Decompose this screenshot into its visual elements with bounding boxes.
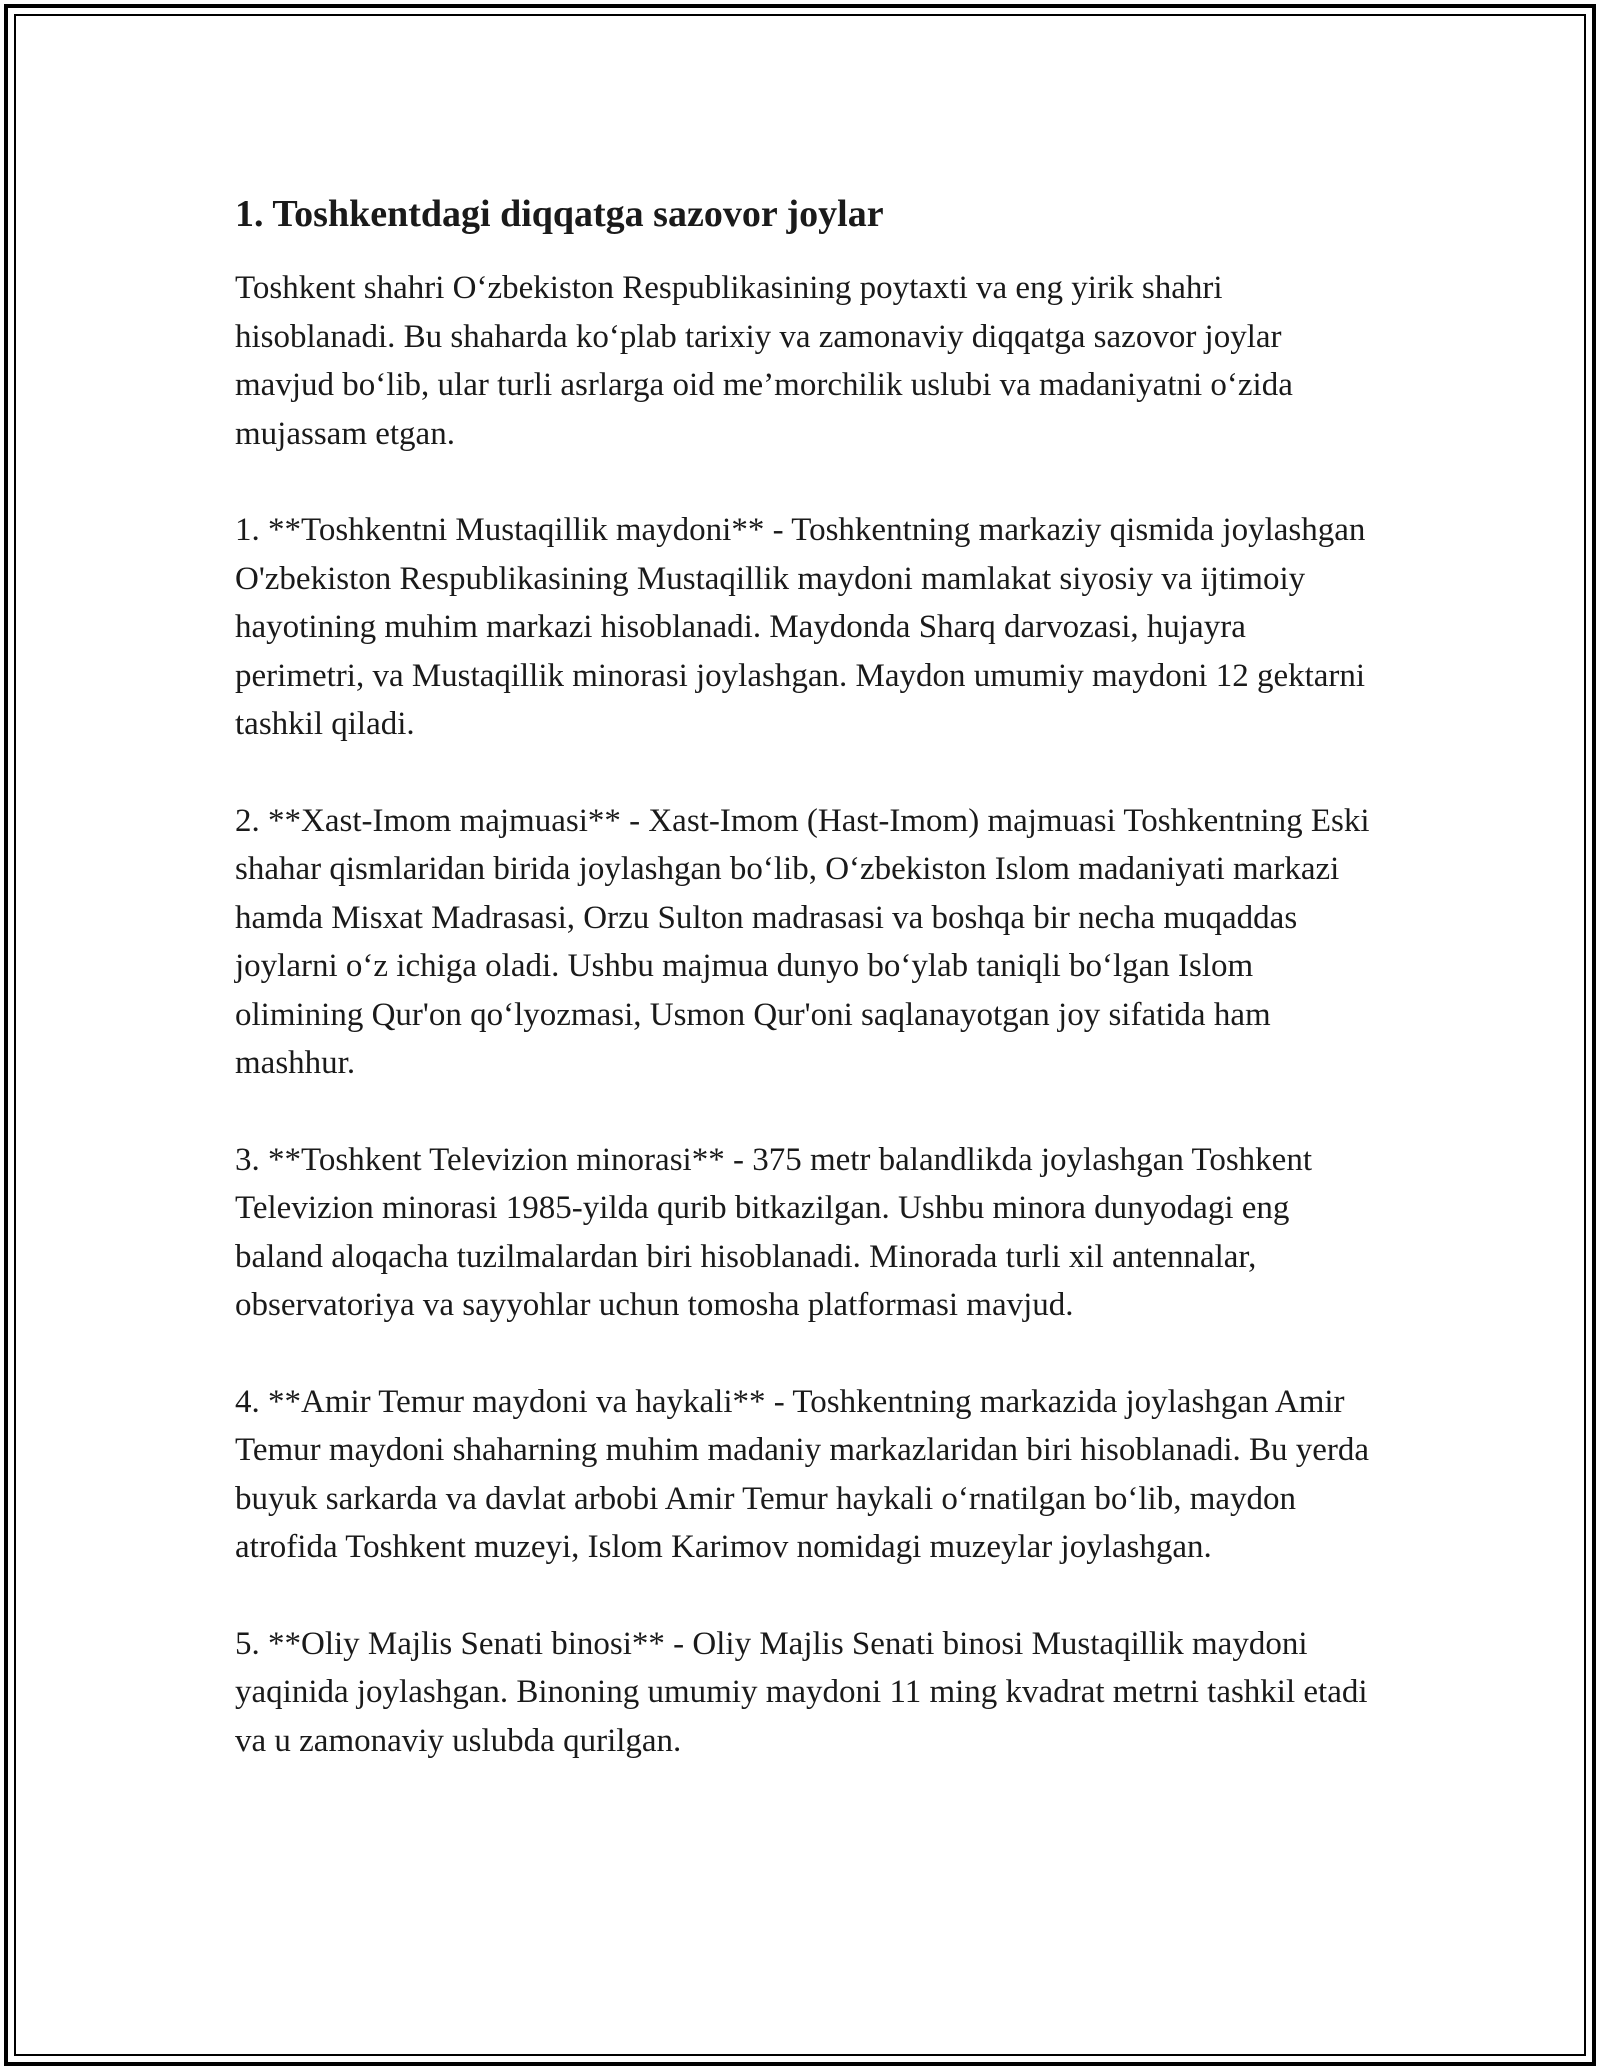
- document-body: [235, 186, 1375, 1813]
- list-item-tv-minorasi: 3. **Toshkent Televizion minorasi** - 375 metr balandlikda joylashgan Toshkent Televizion minorasi 1985-yilda qurib bitkazilgan. Ushbu minora dunyodagi eng baland aloqacha tuzilmalardan biri hisoblanadi. Minorada turli xil antennalar, observatoriya va sayyohlar uchun tomosha platformasi mavjud.: [235, 1141, 1312, 1323]
- list-item-xast-imom: 2. **Xast-Imom majmuasi** - Xast-Imom (Hast-Imom) majmuasi Toshkentning Eski shahar qismlaridan birida joylashgan bo‘lib, O‘zbekiston Islom madaniyati markazi hamda Misxat Madrasasi, Orzu Sulton madrasasi va boshqa bir necha muqaddas joylarni o‘z ichiga oladi. Ushbu majmua dunyo bo‘ylab taniqli bo‘lgan Islom olimining Qur'on qo‘lyozmasi, Usmon Qur'oni saqlanayotgan joy sifatida ham mashhur.: [235, 802, 1370, 1081]
- list-item-mustaqillik-maydoni: 1. **Toshkentni Mustaqillik maydoni** - Toshkentning markaziy qismida joylashgan O'zbekiston Respublikasining Mustaqillik maydoni mamlakat siyosiy va ijtimoiy hayotining muhim markazi hisoblanadi. Maydonda Sharq darvozasi, hujayra perimetri, va Mustaqillik minorasi joylashgan. Maydon umumiy maydoni 12 gektarni tashkil qiladi.: [235, 512, 1366, 742]
- intro-paragraph: Toshkent shahri O‘zbekiston Respublikasining poytaxti va eng yirik shahri hisoblanadi. Bu shaharda ko‘plab tarixiy va zamonaviy diqqatga sazovor joylar mavjud bo‘lib, ular turli asrlarga oid me’morchilik uslubi va madaniyatni o‘zida mujassam etgan.: [235, 270, 1293, 452]
- list-item-oliy-majlis-senati: 5. **Oliy Majlis Senati binosi** - Oliy Majlis Senati binosi Mustaqillik maydoni yaqinida joylashgan. Binoning umumiy maydoni 11 ming kvadrat metrni tashkil etadi va u zamonaviy uslubda qurilgan.: [235, 1625, 1368, 1759]
- section-heading: 1. Toshkentdagi diqqatga sazovor joylar: [235, 193, 884, 235]
- list-item-amir-temur: 4. **Amir Temur maydoni va haykali** - Toshkentning markazida joylashgan Amir Temur maydoni shaharning muhim madaniy markazlaridan biri hisoblanadi. Bu yerda buyuk sarkarda va davlat arbobi Amir Temur haykali o‘rnatilgan bo‘lib, maydon atrofida Toshkent muzeyi, Islom Karimov nomidagi muzeylar joylashgan.: [235, 1383, 1370, 1565]
